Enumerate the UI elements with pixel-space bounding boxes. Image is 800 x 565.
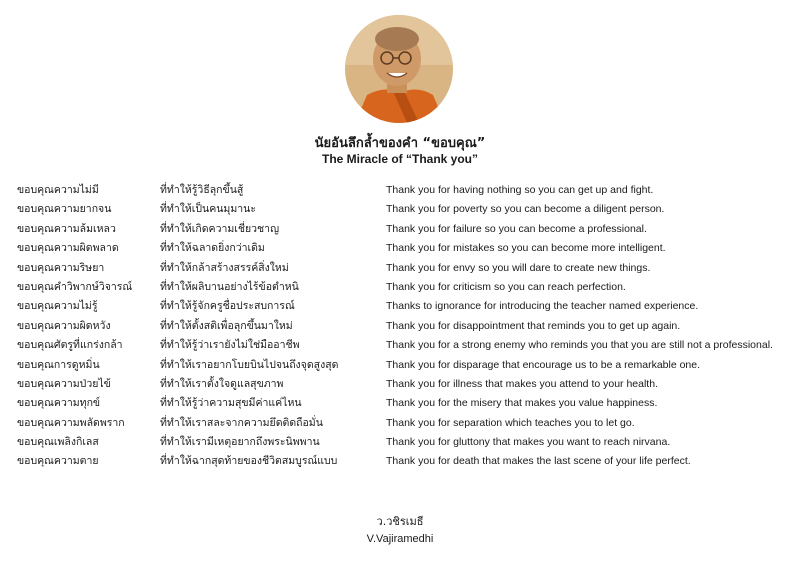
list-item xyxy=(0,375,800,394)
title-thai: นัยอันลึกล้ำของคำ “ขอบคุณ” xyxy=(314,136,486,151)
english-translation: Thank you for death that makes the last scene of your life perfect. xyxy=(386,455,691,468)
list-item xyxy=(0,259,800,278)
thai-thanks: ขอบคุณศัตรูที่แกร่งกล้า xyxy=(17,339,123,352)
english-translation: Thank you for failure so you can become a professional. xyxy=(386,222,647,235)
thai-reason: ที่ทำให้เรามีเหตุอยากถึงพระนิพพาน xyxy=(160,436,320,449)
english-translation: Thank you for disparage that encourage us to be a remarkable one. xyxy=(386,358,701,371)
list-item xyxy=(0,394,800,413)
list-item xyxy=(0,181,800,200)
thai-reason: ที่ทำให้เราสละจากความยึดติดถือมั่น xyxy=(160,416,323,429)
english-translation: Thank you for the misery that makes you value happiness. xyxy=(386,397,658,410)
english-translation: Thank you for criticism so you can reach perfection. xyxy=(386,280,626,293)
thai-reason: ที่ทำให้กล้าสร้างสรรค์สิ่งใหม่ xyxy=(160,261,289,274)
english-translation: Thank you for poverty so you can become a diligent person. xyxy=(386,203,665,216)
english-translation: Thank you for illness that makes you attend to your health. xyxy=(386,377,658,390)
thai-thanks: ขอบคุณความยากจน xyxy=(17,203,112,216)
thai-reason: ที่ทำให้รู้จักครูชื่อประสบการณ์ xyxy=(160,300,295,313)
thai-thanks: ขอบคุณเพลิงกิเลส xyxy=(17,436,99,449)
thai-reason: ที่ทำให้เราอยากโบยบินไปจนถึงจุดสูงสุด xyxy=(160,358,339,371)
thai-thanks: ขอบคุณความริษยา xyxy=(17,261,105,274)
english-translation: Thank you for gluttony that makes you want to reach nirvana. xyxy=(386,436,671,449)
title-english: The Miracle of “Thank you” xyxy=(321,152,479,166)
list-item xyxy=(0,452,800,471)
thai-reason: ที่ทำให้รู้วิธีลุกขึ้นสู้ xyxy=(160,184,244,196)
list-item xyxy=(0,220,800,239)
thai-reason: ที่ทำให้ผลิบานอย่างไร้ข้อตำหนิ xyxy=(160,280,299,293)
list-item xyxy=(0,336,800,355)
thai-thanks: ขอบคุณความไม่มี xyxy=(17,184,99,196)
thai-thanks: ขอบคุณความตาย xyxy=(17,455,99,468)
thai-reason: ที่ทำให้เป็นคนมุมานะ xyxy=(160,203,256,216)
english-translation: Thank you for disappointment that reminds you to get up again. xyxy=(386,319,681,332)
english-translation: Thank you for having nothing so you can get up and fight. xyxy=(386,184,654,196)
signature-thai: ว.วชิรเมธี xyxy=(376,515,424,528)
list-item xyxy=(0,433,800,452)
thai-thanks: ขอบคุณความพลัดพราก xyxy=(17,416,125,429)
thai-reason: ที่ทำให้ฉากสุดท้ายของชีวิตสมบูรณ์แบบ xyxy=(160,455,338,468)
list-item xyxy=(0,356,800,375)
english-translation: Thanks to ignorance for introducing the teacher named experience. xyxy=(386,300,699,313)
signature-english: V.Vajiramedhi xyxy=(366,533,434,545)
thai-thanks: ขอบคุณความไม่รู้ xyxy=(17,300,98,313)
thai-reason: ที่ทำให้รู้ว่าเรายังไม่ใช่มืออาชีพ xyxy=(160,339,300,352)
english-translation: Thank you for envy so you will dare to create new things. xyxy=(386,261,651,274)
thai-reason: ที่ทำให้เราตั้งใจดูแลสุขภาพ xyxy=(160,377,284,390)
thai-thanks: ขอบคุณความผิดหวัง xyxy=(17,319,111,332)
thai-reason: ที่ทำให้ตั้งสติเพื่อลุกขึ้นมาใหม่ xyxy=(160,319,293,332)
english-translation: Thank you for a strong enemy who reminds you that you are still not a professional. xyxy=(386,339,773,352)
list-item xyxy=(0,278,800,297)
list-item xyxy=(0,317,800,336)
thai-thanks: ขอบคุณคำวิพากษ์วิจารณ์ xyxy=(17,280,133,293)
list-item xyxy=(0,239,800,258)
list-item xyxy=(0,414,800,433)
thai-thanks: ขอบคุณการดูหมิ่น xyxy=(17,358,100,371)
english-translation: Thank you for separation which teaches you to let go. xyxy=(386,416,635,429)
thai-thanks: ขอบคุณความทุกข์ xyxy=(17,397,101,410)
thai-reason: ที่ทำให้รู้ว่าความสุขมีค่าแค่ไหน xyxy=(160,397,302,410)
thai-thanks: ขอบคุณความผิดพลาด xyxy=(17,242,119,255)
thai-reason: ที่ทำให้ฉลาดยิ่งกว่าเดิม xyxy=(160,242,265,255)
thai-reason: ที่ทำให้เกิดความเชี่ยวชาญ xyxy=(160,222,280,235)
english-translation: Thank you for mistakes so you can become more intelligent. xyxy=(386,242,666,255)
list-item xyxy=(0,200,800,219)
thai-thanks: ขอบคุณความล้มเหลว xyxy=(17,222,116,235)
monk-portrait xyxy=(345,15,453,123)
gratitude-list xyxy=(0,181,800,472)
list-item xyxy=(0,297,800,316)
thai-thanks: ขอบคุณความป่วยไข้ xyxy=(17,377,111,390)
